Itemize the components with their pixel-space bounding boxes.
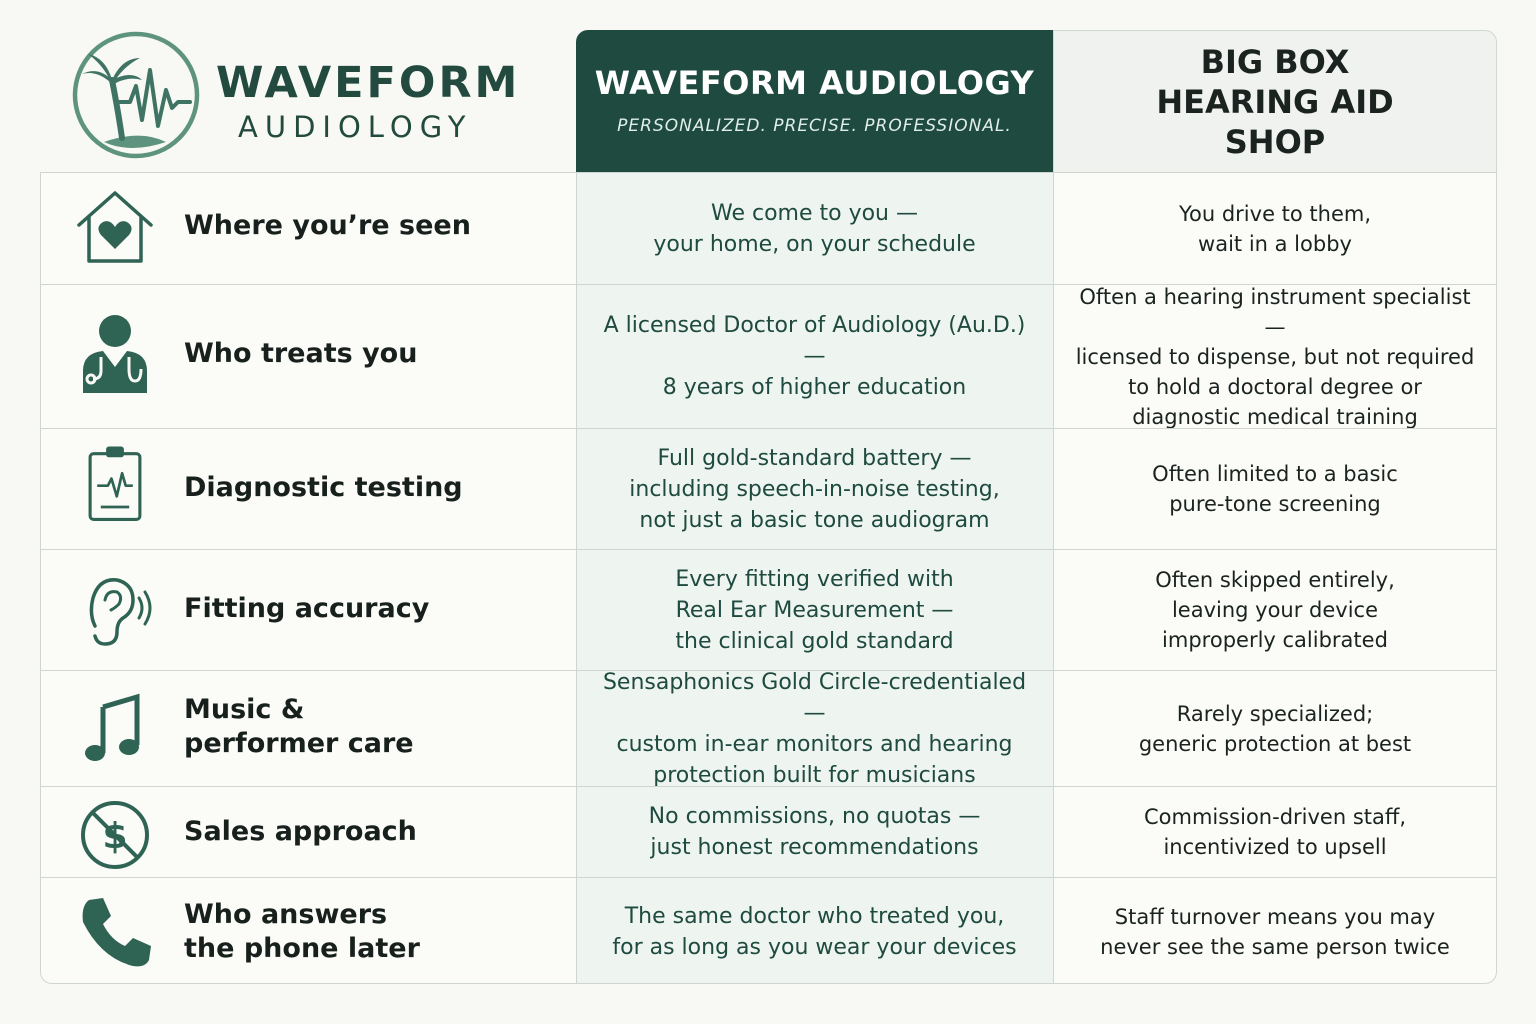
- waveform-cell: Full gold-standard battery — including speech-in-noise testing, not just a basic tone audiogram: [629, 445, 1000, 533]
- row-label: Fitting accuracy: [184, 593, 430, 624]
- music-note-icon: [75, 689, 155, 769]
- bigbox-cell: Often skipped entirely, leaving your device improperly calibrated: [1155, 568, 1395, 652]
- table-row: [41, 670, 1496, 786]
- clipboard-pulse-icon: [75, 443, 155, 523]
- table-row: [41, 549, 1496, 670]
- table-row: [41, 284, 1496, 428]
- table-row: [41, 877, 1496, 984]
- palm-waveform-logo-icon: [70, 30, 202, 160]
- waveform-cell: Sensaphonics Gold Circle-credentialed — custom in-ear monitors and hearing protection built for musicians: [602, 669, 1027, 788]
- row-label: Where you’re seen: [184, 210, 471, 241]
- row-label: Who answers the phone later: [184, 899, 420, 964]
- brand-name: WAVEFORM: [216, 58, 521, 108]
- bigbox-cell: Rarely specialized; generic protection at best: [1138, 701, 1412, 756]
- row-label: Diagnostic testing: [184, 472, 463, 503]
- table-row: [41, 428, 1496, 549]
- row-label: Who treats you: [184, 338, 418, 369]
- svg-text:$: $: [102, 816, 128, 857]
- bigbox-cell: Often limited to a basic pure-tone screening: [1152, 462, 1398, 516]
- doctor-stethoscope-icon: [75, 313, 155, 393]
- waveform-cell: A licensed Doctor of Audiology (Au.D.) — 8 years of higher education: [603, 313, 1026, 400]
- row-label: Music & performer care: [184, 694, 414, 759]
- header-waveform-column: [576, 30, 1053, 173]
- comparison-table: [40, 172, 1497, 984]
- no-dollar-icon: [75, 795, 155, 875]
- header-bigbox-column: [1053, 30, 1497, 173]
- header-waveform-title: WAVEFORM AUDIOLOGY: [594, 64, 1035, 102]
- waveform-cell: No commissions, no quotas — just honest recommendations: [648, 804, 981, 860]
- bigbox-cell: You drive to them, wait in a lobby: [1178, 201, 1372, 256]
- header-bigbox-title: BIG BOX HEARING AID SHOP: [1156, 43, 1394, 161]
- bigbox-cell: Often a hearing instrument specialist — licensed to dispense, but not required to hold a doctoral degree or diagnostic medical training: [1075, 284, 1475, 429]
- bigbox-cell: Staff turnover means you may never see the same person twice: [1100, 904, 1450, 959]
- ear-sound-icon: [75, 570, 155, 650]
- bigbox-cell: Commission-driven staff, incentivized to upsell: [1143, 805, 1407, 859]
- waveform-cell: We come to you — your home, on your schedule: [653, 200, 976, 257]
- table-row: [41, 173, 1496, 284]
- table-row: [41, 786, 1496, 877]
- row-label: Sales approach: [184, 816, 417, 847]
- header-waveform-tagline: PERSONALIZED. PRECISE. PROFESSIONAL.: [617, 116, 1012, 136]
- brand-subname: AUDIOLOGY: [238, 110, 473, 144]
- home-heart-icon: [75, 187, 155, 267]
- waveform-logo: [70, 30, 550, 160]
- waveform-cell: The same doctor who treated you, for as long as you wear your devices: [612, 903, 1017, 960]
- waveform-cell: Every fitting verified with Real Ear Measurement — the clinical gold standard: [675, 566, 954, 654]
- phone-icon: [75, 892, 155, 972]
